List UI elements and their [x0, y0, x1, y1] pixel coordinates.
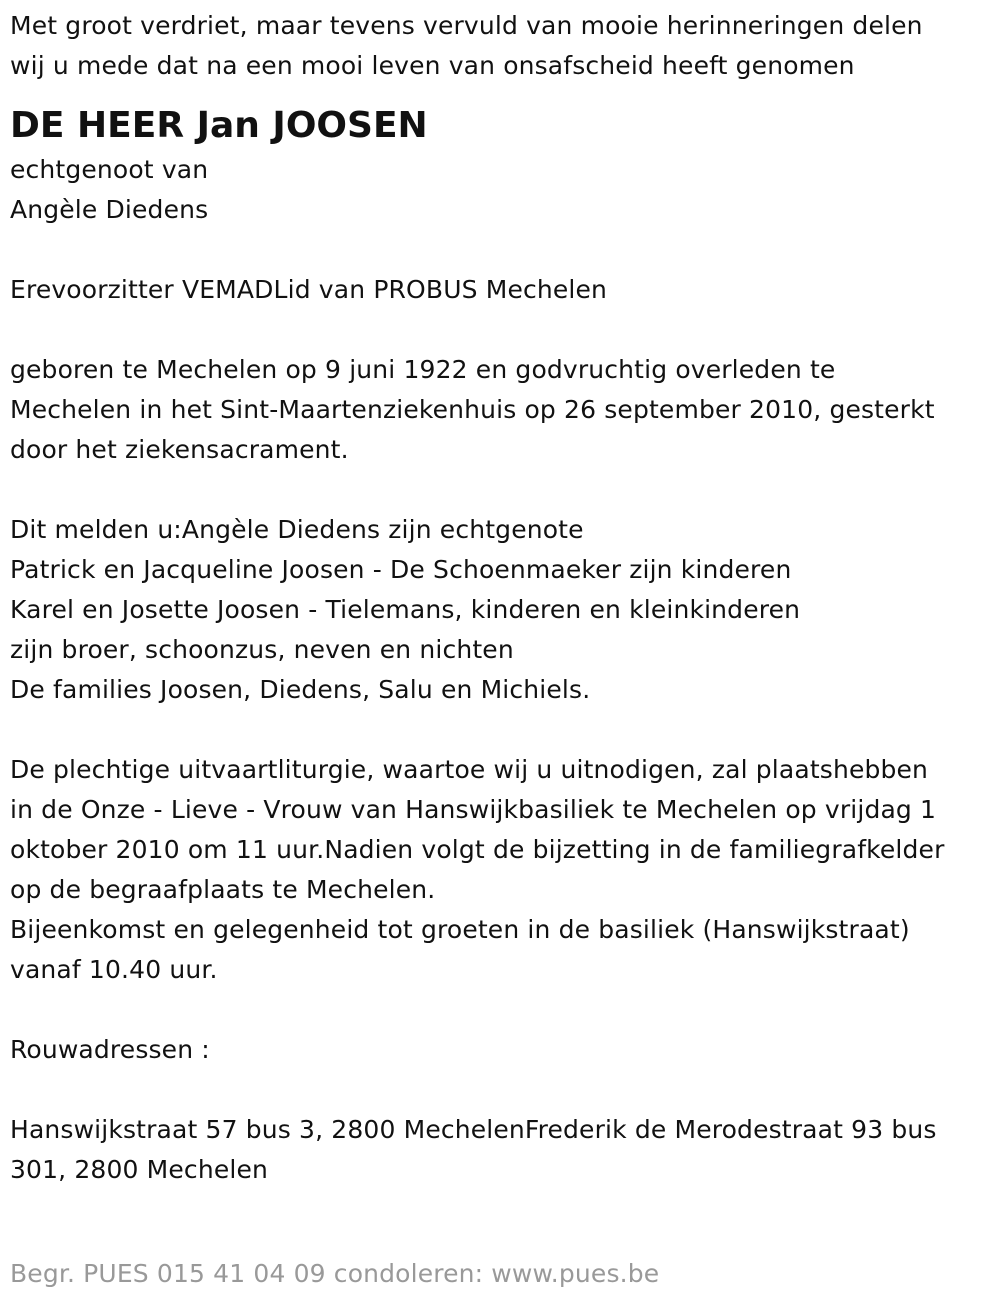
birth-death-line: door het ziekensacrament.	[10, 435, 349, 464]
relation-paragraph	[10, 150, 995, 230]
deceased-name: DE HEER Jan JOOSEN	[10, 105, 428, 146]
announcer-line: Karel en Josette Joosen - Tielemans, kinderen en kleinkinderen	[10, 595, 801, 624]
funeral-line: in de Onze - Lieve - Vrouw van Hanswijkbasiliek te Mechelen op vrijdag 1	[10, 795, 937, 824]
funeral-line: De plechtige uitvaartliturgie, waartoe wij u uitnodigen, zal plaatshebben	[10, 755, 929, 784]
announcer-line: Patrick en Jacqueline Joosen - De Schoenmaeker zijn kinderen	[10, 555, 792, 584]
intro-paragraph	[10, 6, 995, 86]
birth-death-line: Mechelen in het Sint-Maartenziekenhuis op 26 september 2010, gesterkt	[10, 395, 935, 424]
functions-paragraph	[10, 270, 995, 310]
announcers-paragraph	[10, 510, 995, 710]
funeral-line: Bijeenkomst en gelegenheid tot groeten in de basiliek (Hanswijkstraat)	[10, 915, 910, 944]
relation-label: echtgenoot van	[10, 155, 209, 184]
spacer	[10, 310, 995, 350]
funeral-line: oktober 2010 om 11 uur.Nadien volgt de bijzetting in de familiegrafkelder	[10, 835, 945, 864]
intro-line: wij u mede dat na een mooi leven van onsafscheid heeft genomen	[10, 51, 855, 80]
announcer-line: De families Joosen, Diedens, Salu en Michiels.	[10, 675, 591, 704]
intro-line: Met groot verdriet, maar tevens vervuld van mooie herinneringen delen	[10, 11, 923, 40]
spacer	[10, 990, 995, 1030]
mourning-address-line: 301, 2800 Mechelen	[10, 1155, 268, 1184]
funeral-line: vanaf 10.40 uur.	[10, 955, 218, 984]
mourning-addresses-paragraph	[10, 1110, 995, 1190]
birth-death-line: geboren te Mechelen op 9 juni 1922 en godvruchtig overleden te	[10, 355, 836, 384]
funeral-paragraph	[10, 750, 995, 990]
spacer	[10, 230, 995, 270]
funeral-home-footer: Begr. PUES 015 41 04 09 condoleren: www.pues.be	[10, 1259, 660, 1288]
death-notice	[10, 6, 995, 1190]
functions-line: Erevoorzitter VEMADLid van PROBUS Mechelen	[10, 275, 608, 304]
spacer	[10, 470, 995, 510]
birth-death-paragraph	[10, 350, 995, 470]
mourning-heading-paragraph	[10, 1030, 995, 1070]
spacer	[10, 710, 995, 750]
spouse-name: Angèle Diedens	[10, 195, 209, 224]
spacer	[10, 1070, 995, 1110]
mourning-addresses-heading: Rouwadressen :	[10, 1035, 210, 1064]
mourning-address-line: Hanswijkstraat 57 bus 3, 2800 MechelenFrederik de Merodestraat 93 bus	[10, 1115, 937, 1144]
announcer-line: Dit melden u:Angèle Diedens zijn echtgenote	[10, 515, 584, 544]
funeral-line: op de begraafplaats te Mechelen.	[10, 875, 436, 904]
announcer-line: zijn broer, schoonzus, neven en nichten	[10, 635, 514, 664]
